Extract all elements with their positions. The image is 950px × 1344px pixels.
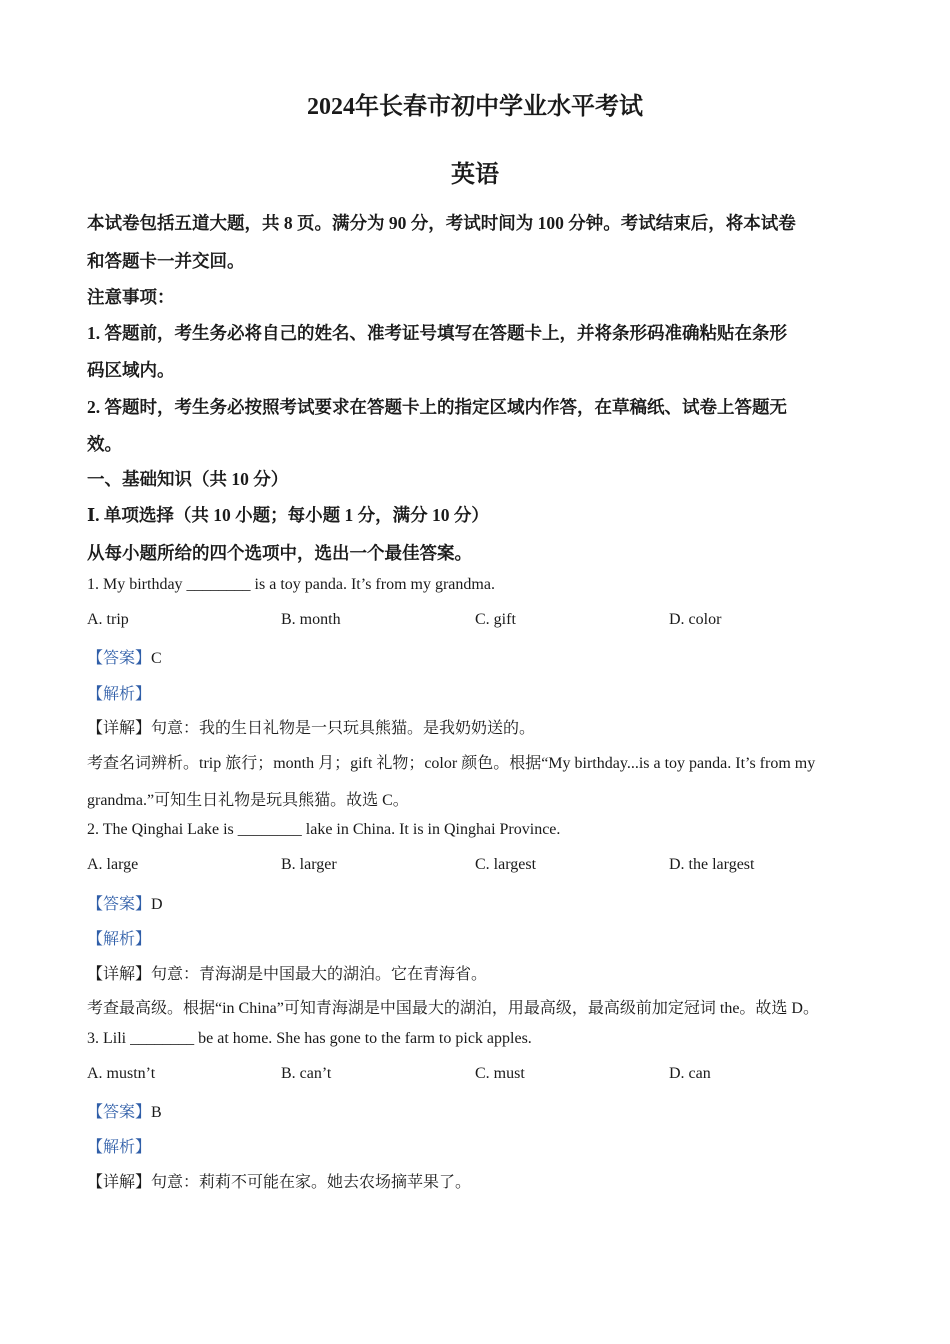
intro-line: 和答题卡一并交回。 (87, 251, 245, 271)
answer-line (87, 645, 162, 668)
option-a: A. trip (87, 611, 129, 628)
instruction: 从每小题所给的四个选项中，选出一个最佳答案。 (87, 543, 472, 563)
detail-line (87, 715, 535, 738)
question-stem: 1. My birthday ________ is a toy panda. It’s from my grandma. (87, 576, 495, 593)
note-1-cont: 码区域内。 (87, 360, 175, 380)
analysis-line (87, 1134, 151, 1157)
analysis-tag: 【解析】 (87, 1139, 152, 1156)
answer-line (87, 891, 163, 914)
option-b: B. month (281, 611, 341, 628)
explanation-cont: grandma.”可知生日礼物是玩具熊猫。故选 C。 (87, 792, 409, 809)
analysis-tag: 【解析】 (87, 686, 152, 703)
option-a: A. large (87, 856, 139, 873)
answer-value: D (151, 896, 163, 913)
answer-tag: 【答案】 (87, 896, 152, 913)
option-d: D. color (669, 611, 722, 628)
part-title: Ⅰ. 单项选择（共 10 小题；每小题 1 分，满分 10 分） (87, 505, 489, 525)
answer-value: C (151, 650, 162, 667)
detail-text: 句意：我的生日礼物是一只玩具熊猫。是我奶奶送的。 (151, 720, 536, 737)
exam-title: 2024年长春市初中学业水平考试 (307, 94, 643, 120)
analysis-line (87, 681, 151, 704)
intro-line: 本试卷包括五道大题，共 8 页。满分为 90 分，考试时间为 100 分钟。考试结束后，将本试卷 (87, 213, 796, 233)
detail-text: 句意：青海湖是中国最大的湖泊。它在青海省。 (151, 966, 488, 983)
detail-line (87, 1169, 471, 1192)
detail-tag: 【详解】 (87, 966, 152, 983)
option-c: C. gift (475, 611, 516, 628)
notes-title: 注意事项： (87, 287, 175, 307)
detail-tag: 【详解】 (87, 1174, 152, 1191)
section-title: 一、基础知识（共 10 分） (87, 469, 289, 489)
detail-line (87, 961, 487, 984)
option-d: D. can (669, 1065, 711, 1082)
option-c: C. must (475, 1065, 525, 1082)
answer-tag: 【答案】 (87, 650, 152, 667)
explanation: 考查名词辨析。trip 旅行；month 月；gift 礼物；color 颜色。根据“My birthday...is a toy panda. It’s from my (87, 755, 816, 772)
answer-line (87, 1099, 162, 1122)
question-stem: 2. The Qinghai Lake is ________ lake in China. It is in Qinghai Province. (87, 821, 561, 838)
detail-text: 句意：莉莉不可能在家。她去农场摘苹果了。 (151, 1174, 472, 1191)
detail-tag: 【详解】 (87, 720, 152, 737)
subject-title: 英语 (451, 162, 499, 188)
option-b: B. can’t (281, 1065, 332, 1082)
note-2-cont: 效。 (87, 434, 122, 454)
answer-value: B (151, 1104, 162, 1121)
note-2: 2. 答题时，考生务必按照考试要求在答题卡上的指定区域内作答，在草稿纸、试卷上答题无 (87, 397, 787, 417)
option-c: C. largest (475, 856, 537, 873)
option-d: D. the largest (669, 856, 755, 873)
note-1: 1. 答题前，考生务必将自己的姓名、准考证号填写在答题卡上，并将条形码准确粘贴在条形 (87, 323, 787, 343)
option-b: B. larger (281, 856, 337, 873)
answer-tag: 【答案】 (87, 1104, 152, 1121)
option-a: A. mustn’t (87, 1065, 156, 1082)
explanation: 考查最高级。根据“in China”可知青海湖是中国最大的湖泊，用最高级，最高级前加定冠词 the。故选 D。 (87, 1000, 819, 1017)
question-stem: 3. Lili ________ be at home. She has gone to the farm to pick apples. (87, 1030, 532, 1047)
analysis-tag: 【解析】 (87, 931, 152, 948)
analysis-line (87, 926, 151, 949)
